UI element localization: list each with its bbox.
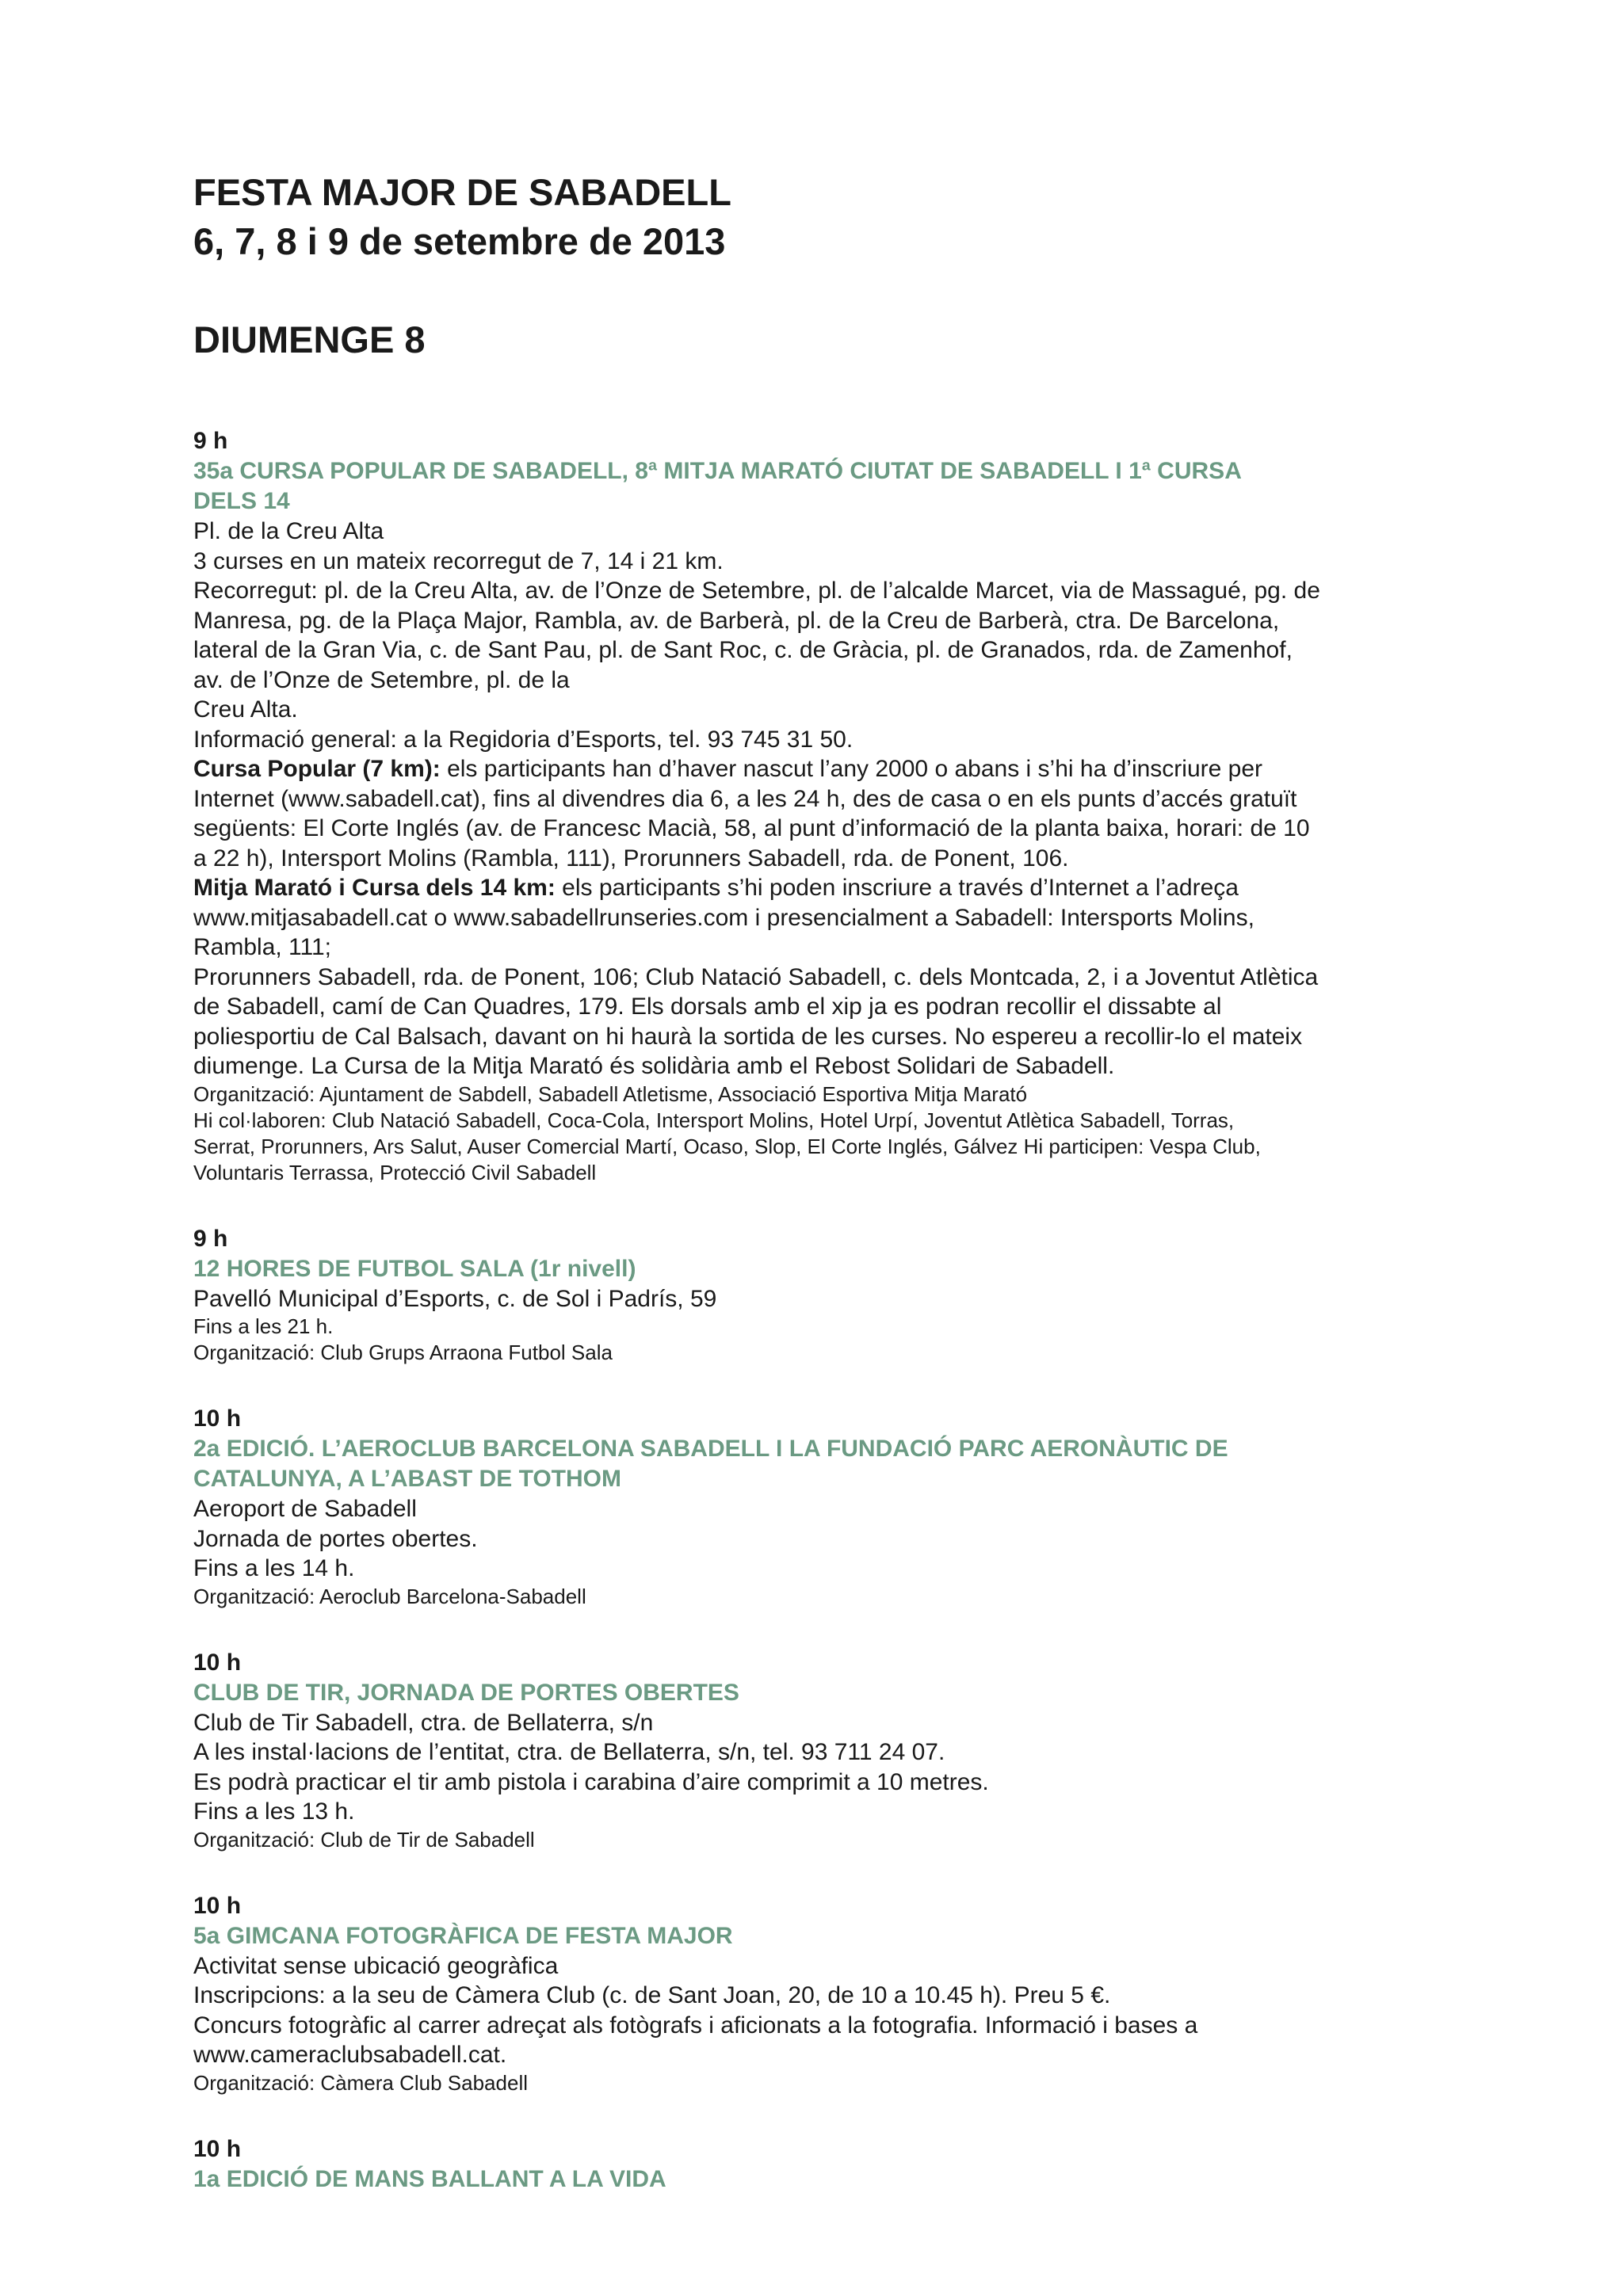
event-detail-line: Prorunners Sabadell, rda. de Ponent, 106; Club Natació Sabadell, c. dels Montcada, 2, i a Joventut Atlètica: [193, 963, 1319, 990]
event-detail-line: Inscripcions: a la seu de Càmera Club (c. de Sant Joan, 20, de 10 a 10.45 h). Preu 5 €.: [193, 1982, 1111, 2008]
event-detail-line: de Sabadell, camí de Can Quadres, 179. Els dorsals amb el xip ja es podran recollir el dissabte al: [193, 994, 1222, 1020]
event-detail-line: Pavelló Municipal d’Esports, c. de Sol i Padrís, 59: [193, 1285, 717, 1312]
event-credit-line: Organització: Ajuntament de Sabdell, Sabadell Atletisme, Associació Esportiva Mitja Marató: [193, 1081, 1028, 1106]
event-block: [193, 426, 1445, 1186]
festival-title: FESTA MAJOR DE SABADELL: [193, 171, 731, 213]
event-detail-label: Mitja Marató i Cursa dels 14 km:: [193, 875, 556, 901]
event-title: 1a EDICIÓ DE MANS BALLANT A LA VIDA: [193, 2165, 666, 2192]
event-detail-line: Aeroport de Sabadell: [193, 1496, 417, 1522]
event-block: [193, 1404, 1445, 1610]
event-detail-line: diumenge. La Cursa de la Mitja Marató és solidària amb el Rebost Solidari de Sabadell.: [193, 1053, 1115, 1079]
event-detail-line: Activitat sense ubicació geogràfica: [193, 1952, 559, 1979]
event-detail-line: lateral de la Gran Via, c. de Sant Pau, pl. de Sant Roc, c. de Gràcia, pl. de Granados, rda. de Zamenhof,: [193, 637, 1293, 663]
event-credit-line: Organització: Càmera Club Sabadell: [193, 2070, 528, 2095]
event-time: 9 h: [193, 1225, 228, 1252]
event-detail-line: a 22 h), Intersport Molins (Rambla, 111), Prorunners Sabadell, rda. de Ponent, 106.: [193, 845, 1069, 871]
event-detail-text: els participants han d’haver nascut l’any 2000 o abans i s’hi ha d’inscriure per: [440, 756, 1263, 782]
event-block: [193, 2134, 1445, 2195]
event-block: [193, 1648, 1445, 1853]
event-credit-line: Serrat, Prorunners, Ars Salut, Auser Comercial Martí, Ocaso, Slop, El Corte Inglés, Gálvez Hi participen: Vespa Club,: [193, 1134, 1261, 1158]
event-detail-line: Club de Tir Sabadell, ctra. de Bellaterra, s/n: [193, 1709, 654, 1736]
event-detail-label: Cursa Popular (7 km):: [193, 756, 441, 782]
event-detail-line: www.cameraclubsabadell.cat.: [193, 2042, 507, 2068]
event-block: [193, 1224, 1445, 1367]
event-detail-line: Pl. de la Creu Alta: [193, 518, 384, 544]
event-detail-text: els participants s’hi poden inscriure a través d’Internet a l’adreça: [555, 875, 1239, 901]
event-detail-line: Recorregut: pl. de la Creu Alta, av. de l’Onze de Setembre, pl. de l’alcalde Marcet, via de Massagué, pg. de: [193, 578, 1320, 604]
event-detail-line: Fins a les 14 h.: [193, 1555, 355, 1581]
event-title: CATALUNYA, A L’ABAST DE TOTHOM: [193, 1466, 621, 1492]
document-page: [193, 168, 1445, 2233]
event-title: 2a EDICIÓ. L’AEROCLUB BARCELONA SABADELL I LA FUNDACIÓ PARC AERONÀUTIC DE: [193, 1436, 1228, 1462]
event-block: [193, 1891, 1445, 2096]
event-detail-line: [193, 754, 1445, 784]
event-title: 5a GIMCANA FOTOGRÀFICA DE FESTA MAJOR: [193, 1922, 733, 1949]
event-detail-line: Es podrà practicar el tir amb pistola i carabina d’aire comprimit a 10 metres.: [193, 1768, 989, 1795]
event-detail-line: [193, 873, 1445, 903]
event-credit-line: Fins a les 21 h.: [193, 1314, 334, 1338]
event-credit-line: Organització: Club Grups Arraona Futbol Sala: [193, 1341, 613, 1364]
event-time: 10 h: [193, 1405, 242, 1432]
festival-dates: 6, 7, 8 i 9 de setembre de 2013: [193, 220, 726, 262]
event-time: 10 h: [193, 1892, 242, 1919]
event-detail-line: Creu Alta.: [193, 696, 298, 723]
day-heading: DIUMENGE 8: [193, 318, 426, 360]
event-detail-line: Concurs fotogràfic al carrer adreçat als fotògrafs i aficionats a la fotografia. Informació i bases a: [193, 2012, 1198, 2039]
event-credit-line: Hi col·laboren: Club Natació Sabadell, Coca-Cola, Intersport Molins, Hotel Urpí, Joventut Atlètica Sabadell, Torras,: [193, 1108, 1235, 1132]
event-detail-line: www.mitjasabadell.cat o www.sabadellrunseries.com i presencialment a Sabadell: Intersports Molins,: [193, 904, 1254, 931]
event-detail-line: A les instal·lacions de l’entitat, ctra. de Bellaterra, s/n, tel. 93 711 24 07.: [193, 1739, 945, 1765]
event-detail-line: següents: El Corte Inglés (av. de Francesc Macià, 58, al punt d’informació de la planta baixa, horari: de 10: [193, 815, 1310, 841]
event-credit-line: Organització: Club de Tir de Sabadell: [193, 1827, 535, 1852]
event-title: CLUB DE TIR, JORNADA DE PORTES OBERTES: [193, 1679, 739, 1706]
event-credit-line: Voluntaris Terrassa, Protecció Civil Sabadell: [193, 1160, 597, 1184]
event-detail-line: 3 curses en un mateix recorregut de 7, 14 i 21 km.: [193, 547, 724, 574]
event-detail-line: Jornada de portes obertes.: [193, 1525, 478, 1552]
event-detail-line: Manresa, pg. de la Plaça Major, Rambla, av. de Barberà, pl. de la Creu de Barberà, ctra. De Barcelona,: [193, 607, 1280, 634]
event-detail-line: Internet (www.sabadell.cat), fins al divendres dia 6, a les 24 h, des de casa o en els punts d’accés gratuït: [193, 785, 1297, 812]
event-detail-line: Rambla, 111;: [193, 934, 331, 960]
event-time: 9 h: [193, 428, 228, 454]
event-list: [193, 426, 1445, 2195]
event-time: 10 h: [193, 1649, 242, 1676]
event-title: DELS 14: [193, 488, 290, 514]
event-detail-line: Fins a les 13 h.: [193, 1798, 355, 1825]
event-detail-line: av. de l’Onze de Setembre, pl. de la: [193, 666, 570, 693]
event-time: 10 h: [193, 2135, 242, 2162]
event-title: 35a CURSA POPULAR DE SABADELL, 8ª MITJA MARATÓ CIUTAT DE SABADELL I 1ª CURSA: [193, 458, 1242, 484]
event-title: 12 HORES DE FUTBOL SALA (1r nivell): [193, 1255, 636, 1282]
event-credit-line: Organització: Aeroclub Barcelona-Sabadell: [193, 1584, 586, 1608]
event-detail-line: Informació general: a la Regidoria d’Esports, tel. 93 745 31 50.: [193, 726, 854, 753]
event-detail-line: poliesportiu de Cal Balsach, davant on hi haurà la sortida de les curses. No espereu a recollir-lo el mateix: [193, 1023, 1303, 1050]
